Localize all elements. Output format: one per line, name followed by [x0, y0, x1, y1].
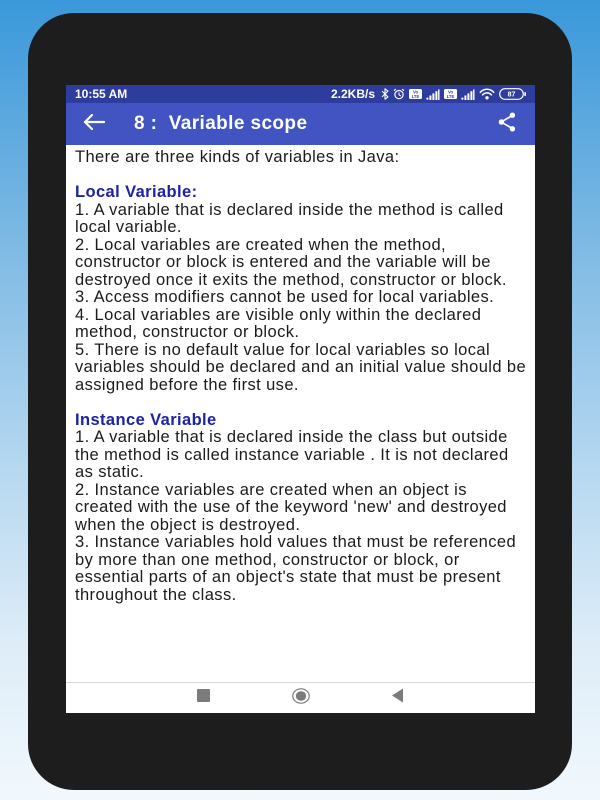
volte-icon [409, 89, 422, 99]
home-icon [292, 688, 310, 709]
signal-icon [461, 89, 475, 100]
section-heading: Local Variable: [75, 183, 198, 201]
back-arrow-icon [82, 113, 106, 136]
tablet-frame [28, 13, 572, 790]
share-icon [496, 111, 518, 138]
content-item: 2. Instance variables are created when an object is created with the use of the keyword 'new' and destroyed when the object is destroyed. [75, 480, 507, 534]
alarm-icon [393, 88, 405, 100]
content-item: 5. There is no default value for local variables so local variables should be declared and an initial value should be assigned before the first use. [75, 340, 527, 394]
bluetooth-icon [381, 88, 389, 100]
status-bar [66, 85, 535, 103]
content-item: 3. Instance variables hold values that must be referenced by more than one method, constructor or block, or essential parts of an object's state that must be present throughout the class. [75, 533, 517, 604]
battery-level-text: 87 [507, 91, 516, 99]
back-icon [391, 688, 404, 708]
lesson-content[interactable] [66, 145, 535, 682]
volte-icon [444, 89, 457, 99]
share-button[interactable] [495, 112, 519, 136]
status-icons [331, 87, 526, 101]
svg-text:LTE: LTE [411, 94, 420, 99]
content-item: 3. Access modifiers cannot be used for local variables. [75, 288, 495, 306]
signal-icon [426, 89, 440, 100]
intro-text: There are three kinds of variables in Java: [75, 148, 400, 166]
content-item: 1. A variable that is declared inside the class but outside the method is called instance variable . It is not declared as static. [75, 428, 509, 481]
recents-icon [197, 689, 210, 707]
svg-text:Vo: Vo [412, 89, 419, 95]
wifi-icon [479, 88, 495, 100]
content-item: 2. Local variables are created when the method, constructor or block is entered and the variable will be destroyed once it exits the method, constructor or block. [75, 235, 507, 289]
home-button[interactable] [292, 690, 309, 707]
battery-icon [499, 88, 526, 100]
recents-button[interactable] [195, 690, 212, 707]
page-title: 8 : Variable scope [134, 113, 308, 134]
navigation-bar [66, 682, 535, 713]
svg-text:LTE: LTE [446, 94, 455, 99]
content-item: 4. Local variables are visible only within the declared method, constructor or block. [75, 305, 482, 341]
status-time: 10:55 AM [75, 87, 128, 101]
back-button[interactable] [82, 114, 108, 134]
device-screen [66, 85, 535, 713]
back-nav-button[interactable] [389, 690, 406, 707]
section-heading: Instance Variable [75, 410, 217, 429]
svg-text:Vo: Vo [447, 89, 454, 95]
content-item: 1. A variable that is declared inside the method is called local variable. [75, 200, 504, 236]
network-speed: 2.2KB/s [330, 87, 375, 101]
app-bar [66, 103, 535, 145]
